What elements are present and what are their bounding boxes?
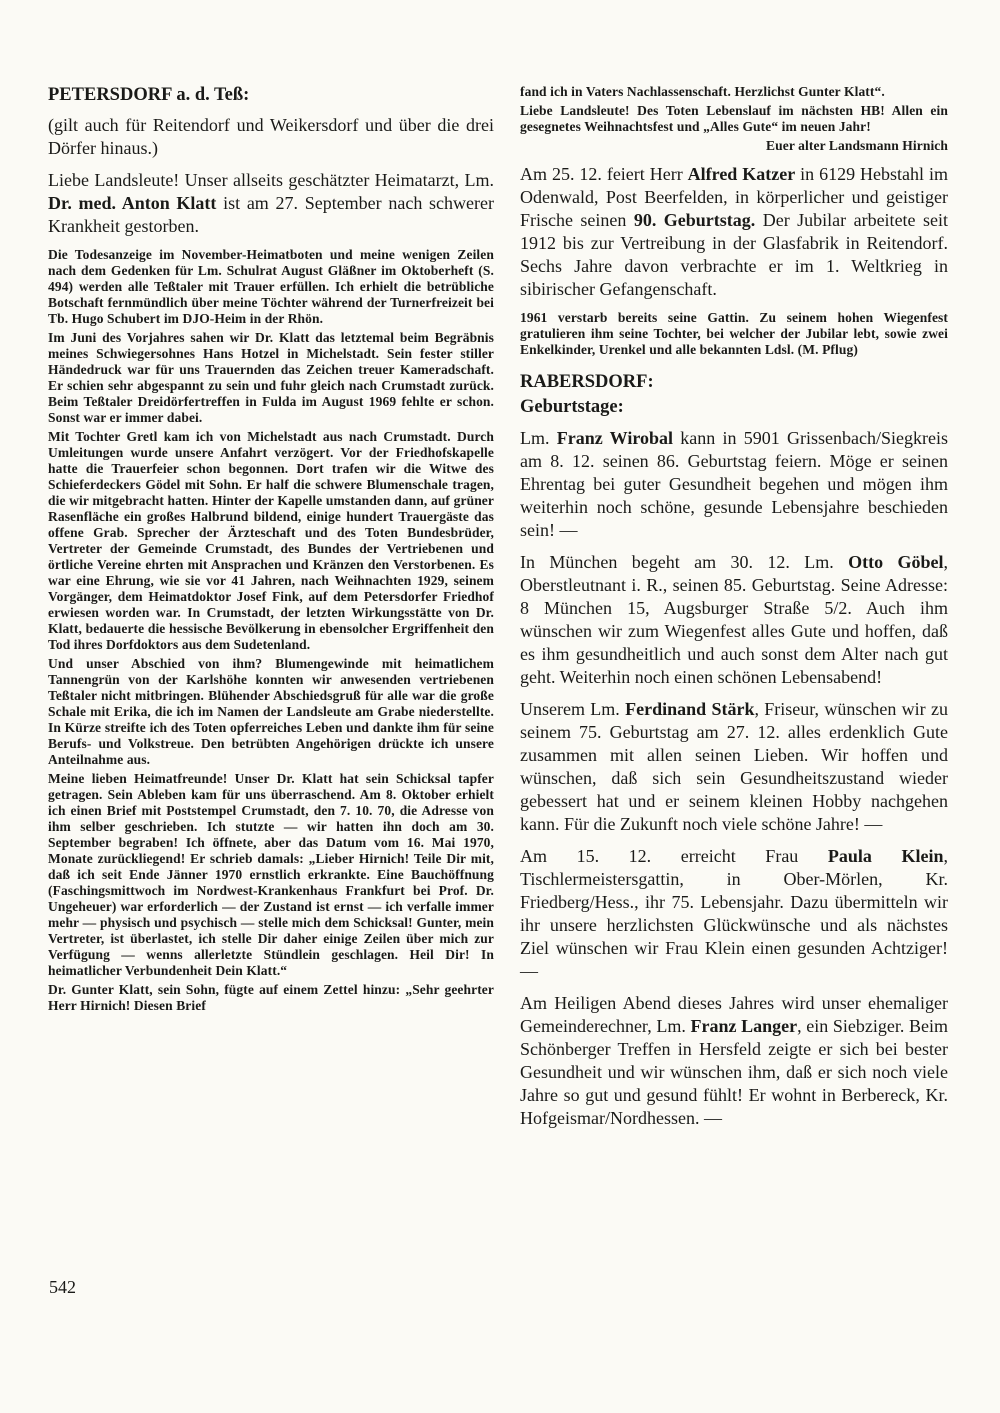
paragraph: Die Todesanzeige im November-Heimatboten und meine wenigen Zeilen nach dem Gedenken für Lm. Schulrat August Gläßner im Oktoberheft (S. 494) werden alle Teßtaler mit Trauer erfüllen. Ich erhielt die betrübliche Botschaft fernmündlich über meine Töchter während der Turnerfreizeit bei Tb. Hugo Schubert im DJO-Heim in der Rhön. (48, 247, 494, 326)
birthday-notes (520, 427, 948, 1130)
paragraph: In München begeht am 30. 12. Lm. Otto Göbel, Oberstleutnant i. R., seinen 85. Geburtstag. Seine Adresse: 8 München 15, Augsburger Straße 5/2. Auch ihm wünschen wir zum Wiegenfest alles Gute und hoffen, daß es ihm gesundheitlich und auch sonst dem Alter nach gut geht. Weiterhin noch einen schönen Lebensabend! (520, 552, 948, 687)
paragraph: (gilt auch für Reitendorf und Weikersdorf und über die drei Dörfer hinaus.) (48, 115, 494, 158)
paragraph: Liebe Landsleute! Des Toten Lebenslauf im nächsten HB! Allen ein gesegnetes Weihnachtsfest und „Alles Gute“ im neuen Jahr! (520, 103, 948, 134)
paragraph: Euer alter Landsmann Hirnich (766, 138, 948, 153)
paragraph: Im Juni des Vorjahres sahen wir Dr. Klatt das letztemal beim Begräbnis meines Schwiegersohnes Hans Hotzel in Michelstadt. Sein fester stiller Händedruck war für uns Trauernden das Zeichen treuer Kameradschaft. Er schien sehr abgespannt zu sein und fuhr gleich nach Crumstadt zurück. Beim Teßtaler Dreidörfertreffen in Fulda im August 1969 fehlte er schon. Sonst war er immer dabei. (48, 330, 494, 425)
paragraph: Am 15. 12. erreicht Frau Paula Klein, Tischlermeistersgattin, in Ober-Mörlen, Kr. Friedberg/Hess., ihr 75. Lebensjahr. Dazu übermitteln wir ihr unsere herzlichsten Glückwünsche und als nächstes Ziel wünschen wir Frau Klein einen gesunden Achtziger! — (520, 846, 949, 981)
subheading-geburtstage: Geburtstage: (520, 397, 624, 417)
paragraph: Meine lieben Heimatfreunde! Unser Dr. Klatt hat sein Schicksal tapfer getragen. Sein Ableben kam für uns überraschend. Am 8. Oktober erhielt ich einen Brief mit Poststempel Crumstadt, den 7. 10. 70, die Adresse von ihm selber geschrieben. Ich stutzte — wir hatten ihn doch am 30. September begraben! Ich öffnete, aber das Datum vom 16. Mai 1970, Monate zurückliegend! Er schrieb damals: „Lieber Hirnich! Teile Dir mit, daß ich seit Ende Jänner 1970 ernstlich erkrankte. Eine Bauchöffnung (Faschingsmittwoch im Nordwest-Krankenhaus Frankfurt bei Prof. Dr. Ungeheuer) war erforderlich — der Zustand ist ernst — ich verfalle immer mehr — physisch und psychisch — stelle mich dem Schicksal! Gunter, mein Vertreter, ist überlastet, ich stelle Dir daher einige Zeilen über mich zur Verfügung — wenns allerletzte Stündlein geschlagen. Heil Dir! In heimatlicher Verbundenheit Dein Klatt.“ (48, 771, 494, 978)
paragraph: Unserem Lm. Ferdinand Stärk, Friseur, wünschen wir zu seinem 75. Geburtstag am 27. 12. alles erdenklich Gute zusammen mit allen seinen Lieben. Wir hoffen und wünschen, daß sich sein Gesundheitszustand wieder gebessert hat und er seinem kleinen Hobby nachgehen kann. Für die Zukunft noch viele schöne Jahre! — (520, 699, 948, 834)
paragraph: Mit Tochter Gretl kam ich von Michelstadt aus nach Crumstadt. Durch Umleitungen wurde unsere Anfahrt verzögert. Vor der Friedhofskapelle hatte die Trauerfeier schon begonnen. Dort trafen wir die Witwe des Schieferdeckers Gödel mit Sohn. Er half die schwere Blumenschale tragen, die wir mitgebracht hatten. Hinter der Kapelle umstanden dann, auf grüner Rasenfläche ein großes Halbrund bildend, einige hundert Trauergäste das offene Grab. Sprecher der Ärzteschaft und des Toten Bundesbrüder, Vertreter der Gemeinde Crumstadt, des Bundes der Vertriebenen und örtliche Vereine ehrten mit Ansprachen und Kränzen den Verstorbenen. Es war eine Ehrung, wie sie vor 41 Jahren, nach Weihnachten 1929, seinem Vorgänger, dem Heimatdoktor Josef Fink, auf dem Petersdorfer Friedhof erwiesen worden war. In Crumstadt, der letzten Wirkungsstätte von Dr. Klatt, bedauerte die hessische Bevölkerung in ebensolcher Ergriffenheit den Tod ihres Dorfdoktors aus dem Sudetenland. (48, 429, 494, 652)
paragraph: Am Heiligen Abend dieses Jahres wird unser ehemaliger Gemeinderechner, Lm. Franz Langer, ein Siebziger. Beim Schönberger Treffen in Hersfeld zeigte er sich bei bester Gesundheit und wir wünschen ihm, daß er sich noch viele Jahre so gut und gesund fühlt! Er wohnt in Berbereck, Kr. Hofgeismar/Nordhessen. — (520, 993, 948, 1128)
left-column-text (48, 114, 494, 1014)
two-column-layout (48, 84, 948, 1139)
section-heading-rabersdorf: RABERSDORF: (520, 372, 654, 392)
paragraph: 1961 verstarb bereits seine Gattin. Zu seinem hohen Wiegenfest gratulieren ihm seine Tochter, bei welcher der Jubilar lebt, sowie zwei Enkelkinder, Urenkel und alle bekannten Ldsl. (M. Pflug) (520, 310, 948, 357)
paragraph: Und unser Abschied von ihm? Blumengewinde mit heimatlichem Tannengrün von der Karlshöhe konnten wir anwesenden vertriebenen Teßtaler nicht mitbringen. Blühender Abschiedsgruß für alle war die große Schale mit Erika, die ich im Namen der Landsleute am Grabe niederstellte. In Kürze streifte ich des Toten opferreiches Leben und dankte ihm für seine Berufs- und Volkstreue. Den betrübten Angehörigen drückte ich unsere Anteilnahme aus. (48, 656, 494, 767)
paragraph: fand ich in Vaters Nachlassenschaft. Herzlichst Gunter Klatt“. (520, 84, 885, 99)
page-number: 542 (49, 1277, 76, 1297)
paragraph: Am 25. 12. feiert Herr Alfred Katzer in 6129 Hebstahl im Odenwald, Post Beerfelden, in körperlicher und geistiger Frische seinen 90. Geburtstag. Der Jubilar arbeitete seit 1912 bis zur Vertreibung in der Glasfabrik in Reitendorf. Sechs Jahre davon verbrachte er im 1. Weltkrieg in sibirischer Gefangenschaft. (520, 164, 948, 299)
left-column (48, 84, 494, 1139)
right-column (520, 84, 948, 1139)
paragraph: Lm. Franz Wirobal kann in 5901 Grissenbach/Siegkreis am 8. 12. seinen 86. Geburtstag feiern. Möge er seinen Ehrentag bei guter Gesundheit begehen und mögen ihm weiterhin noch schöne, gesunde Lebensjahre beschieden sein! — (520, 428, 949, 540)
paragraph: Dr. Gunter Klatt, sein Sohn, fügte auf einem Zettel hinzu: „Sehr geehrter Herr Hirnich! Diesen Brief (48, 982, 494, 1013)
paragraph: Liebe Landsleute! Unser allseits geschätzter Heimatarzt, Lm. Dr. med. Anton Klatt ist am 27. September nach schwerer Krankheit gestorben. (48, 170, 494, 236)
section-heading-petersdorf: PETERSDORF a. d. Teß: (48, 85, 250, 105)
right-column-top-text (520, 84, 948, 358)
